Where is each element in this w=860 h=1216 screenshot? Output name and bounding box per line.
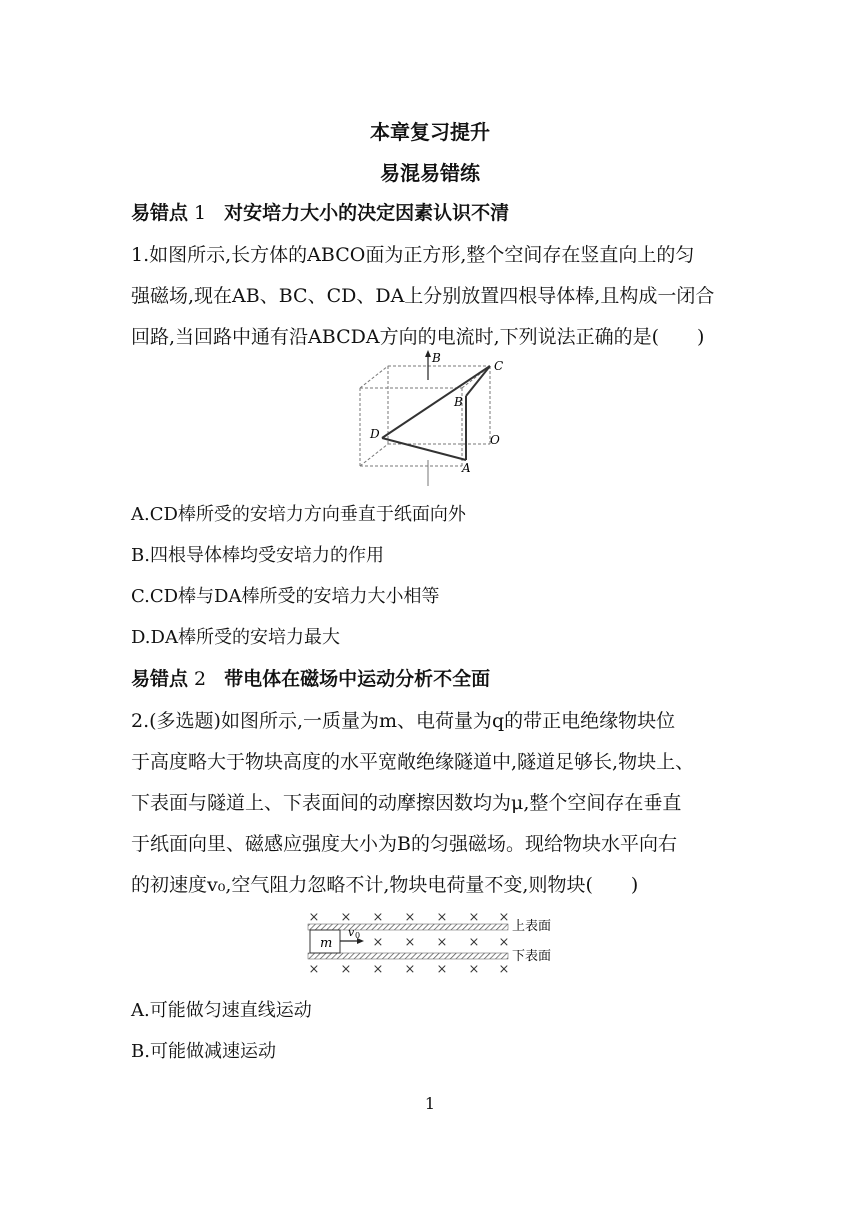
q1-line-3: 回路,当回路中通有沿ABCDA方向的电流时,下列说法正确的是( ) (131, 326, 705, 348)
field-cross: × (498, 962, 510, 975)
q1-cuboid-figure (350, 348, 520, 488)
q2-line-1: 2.(多选题)如图所示,一质量为m、电荷量为q的带正电绝缘物块位 (131, 710, 676, 732)
upper-surface-label: 上表面 (512, 919, 552, 934)
velocity-label: v (348, 926, 355, 939)
q1-option-d: D.DA棒所受的安培力最大 (131, 627, 340, 648)
field-cross: × (468, 935, 480, 950)
field-cross: × (404, 935, 416, 950)
q1-option-b: B.四根导体棒均受安培力的作用 (131, 545, 384, 566)
q2-tunnel-figure (300, 905, 565, 975)
field-cross: × (372, 962, 384, 975)
section-heading-2 (131, 664, 490, 691)
label-c: C (494, 359, 504, 373)
field-cross: × (308, 962, 320, 975)
page-subtitle: 易混易错练 (380, 161, 480, 185)
field-cross: × (404, 910, 416, 925)
page-number: 1 (424, 1094, 436, 1113)
field-cross: × (340, 910, 352, 925)
field-cross: × (436, 935, 448, 950)
field-cross: × (308, 910, 320, 925)
section-label: 易错点 (131, 202, 189, 224)
lower-surface-label: 下表面 (512, 949, 552, 964)
field-cross: × (498, 910, 510, 925)
section-text: 对安培力大小的决定因素认识不清 (224, 202, 510, 224)
q2-option-a: A.可能做匀速直线运动 (131, 1000, 312, 1021)
label-d: D (370, 427, 380, 441)
field-cross: × (436, 910, 448, 925)
page-title: 本章复习提升 (370, 120, 490, 144)
label-b-field: B (432, 351, 441, 365)
label-o: O (490, 433, 500, 447)
label-a: A (462, 461, 471, 475)
field-cross: × (468, 910, 480, 925)
field-cross: × (404, 962, 416, 975)
q2-option-b: B.可能做减速运动 (131, 1041, 276, 1062)
field-cross: × (372, 910, 384, 925)
q1-option-a: A.CD棒所受的安培力方向垂直于纸面向外 (131, 504, 466, 525)
field-cross: × (468, 962, 480, 975)
section-number: 2 (194, 668, 207, 690)
q1-option-c: C.CD棒与DA棒所受的安培力大小相等 (131, 586, 440, 607)
velocity-subscript: 0 (355, 931, 361, 940)
mass-label: m (320, 936, 333, 951)
q1-line-2: 强磁场,现在AB、BC、CD、DA上分别放置四根导体棒,且构成一闭合 (131, 285, 715, 307)
section-text: 带电体在磁场中运动分析不全面 (224, 668, 491, 690)
q2-line-5: 的初速度v₀,空气阻力忽略不计,物块电荷量不变,则物块( ) (131, 874, 639, 896)
field-cross: × (340, 962, 352, 975)
field-cross: × (498, 935, 510, 950)
section-heading-1 (131, 198, 509, 225)
q1-line-1: 1.如图所示,长方体的ABCO面为正方形,整个空间存在竖直向上的匀 (131, 244, 695, 266)
section-number: 1 (194, 202, 207, 224)
field-cross: × (372, 935, 384, 950)
label-b: B (454, 395, 463, 409)
q2-line-2: 于高度略大于物块高度的水平宽敞绝缘隧道中,隧道足够长,物块上、 (131, 751, 695, 773)
q2-line-4: 于纸面向里、磁感应强度大小为B的匀强磁场。现给物块水平向右 (131, 833, 677, 855)
section-label: 易错点 (131, 668, 189, 690)
q2-line-3: 下表面与隧道上、下表面间的动摩擦因数均为μ,整个空间存在垂直 (131, 792, 682, 814)
field-cross: × (436, 962, 448, 975)
